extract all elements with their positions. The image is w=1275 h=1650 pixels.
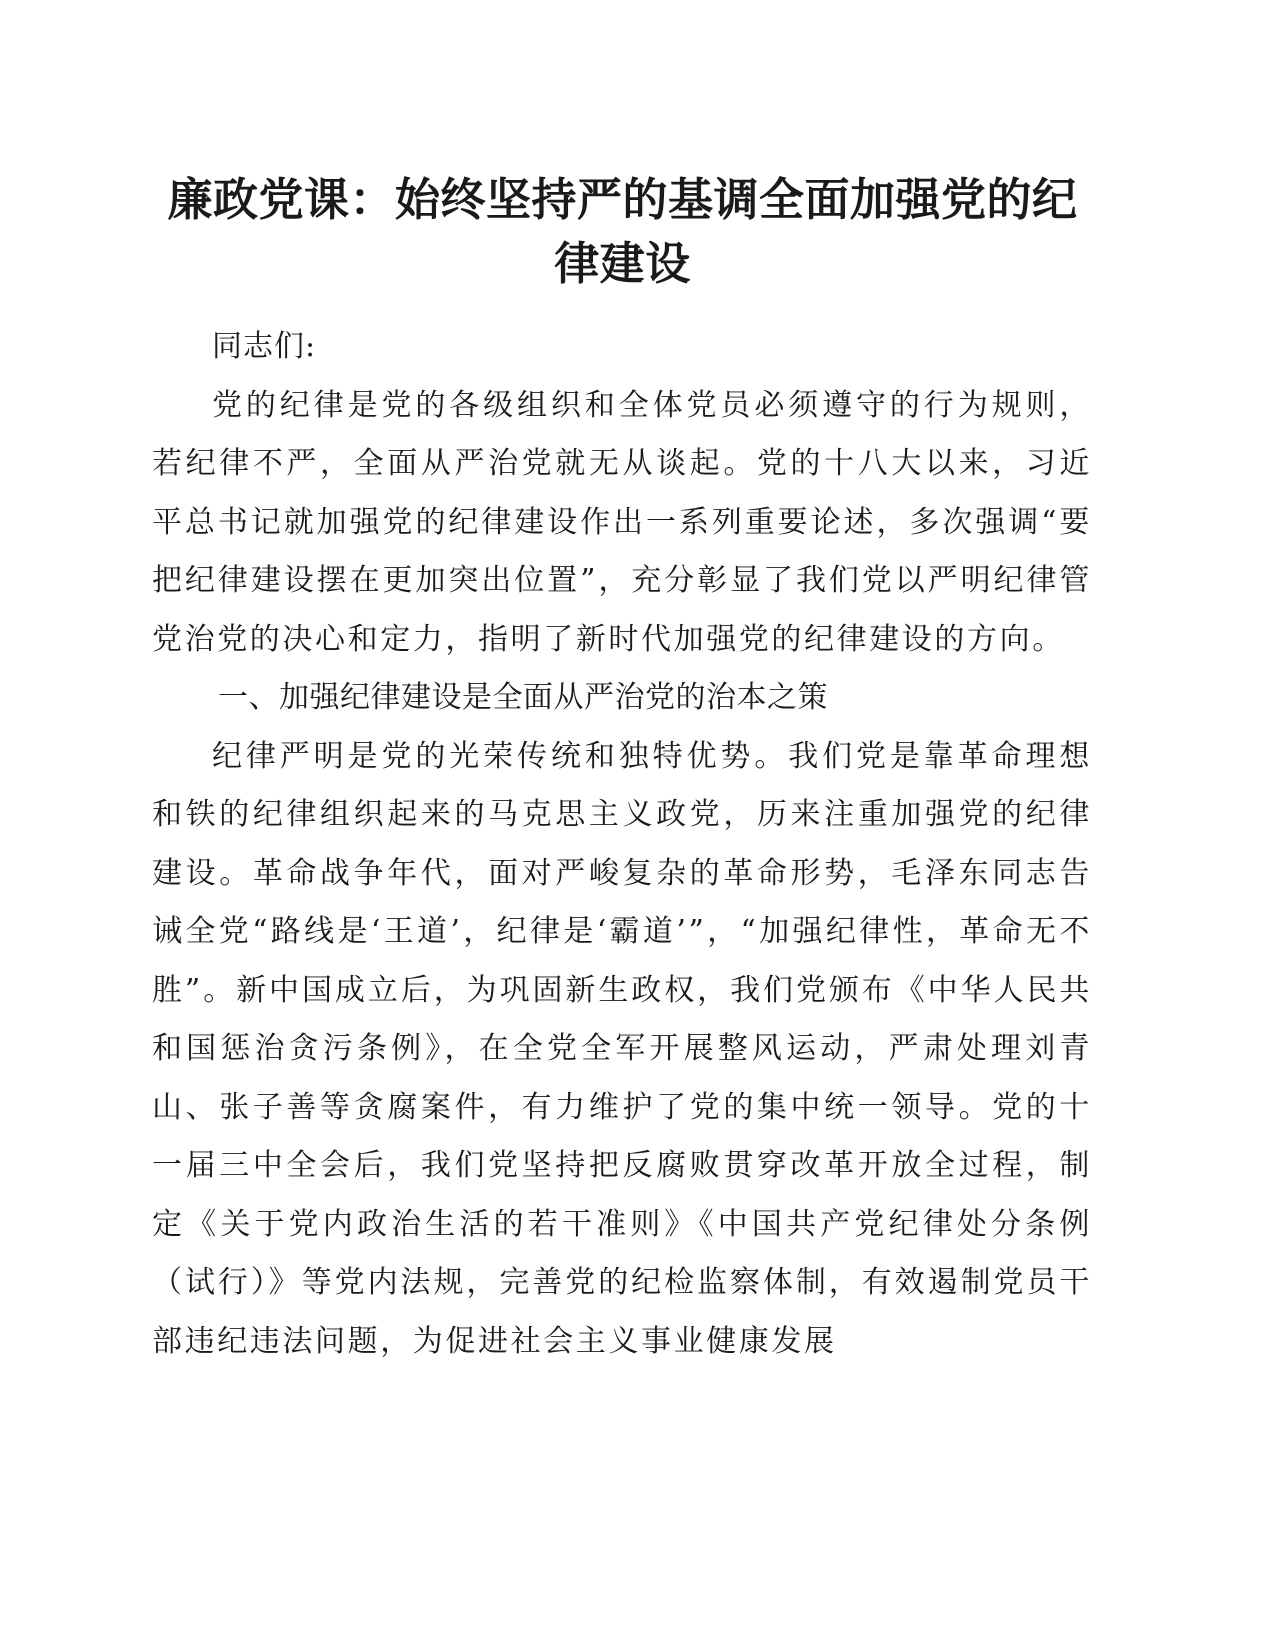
paragraph-section-1: 纪律严明是党的光荣传统和独特优势。我们党是靠革命理想和铁的纪律组织起来的马克思主义政党，历来注重加强党的纪律建设。革命战争年代，面对严峻复杂的革命形势，毛泽东同志告诫全党“路线是‘王道’，纪律是‘霸道’”，“加强纪律性，革命无不胜”。新中国成立后，为巩固新生政权，我们党颁布《中华人民共和国惩治贪污条例》，在全党全军开展整风运动，严肃处理刘青山、张子善等贪腐案件，有力维护了党的集中统一领导。党的十一届三中全会后，我们党坚持把反腐败贯穿改革开放全过程，制定《关于党内政治生活的若干准则》《中国共产党纪律处分条例（试行）》等党内法规，完善党的纪检监察体制，有效遏制党员干部违纪违法问题，为促进社会主义事业健康发展 (152, 738, 1092, 1359)
title-line-1: 廉政党课：始终坚持严的基调全面加强党的纪 (167, 173, 1078, 226)
paragraph-intro: 党的纪律是党的各级组织和全体党员必须遵守的行为规则，若纪律不严，全面从严治党就无从谈起。党的十八大以来，习近平总书记就加强党的纪律建设作出一系列重要论述，多次强调“要把纪律建设摆在更加突出位置”，充分彰显了我们党以严明纪律管党治党的决心和定力，指明了新时代加强党的纪律建设的方向。 (152, 387, 1092, 657)
section-heading-1: 一、加强纪律建设是全面从严治党的治本之策 (218, 680, 828, 715)
title-line-2: 律建设 (554, 237, 691, 290)
document-body (152, 318, 1092, 1371)
document-title (150, 168, 1095, 296)
greeting: 同志们: (212, 329, 317, 364)
